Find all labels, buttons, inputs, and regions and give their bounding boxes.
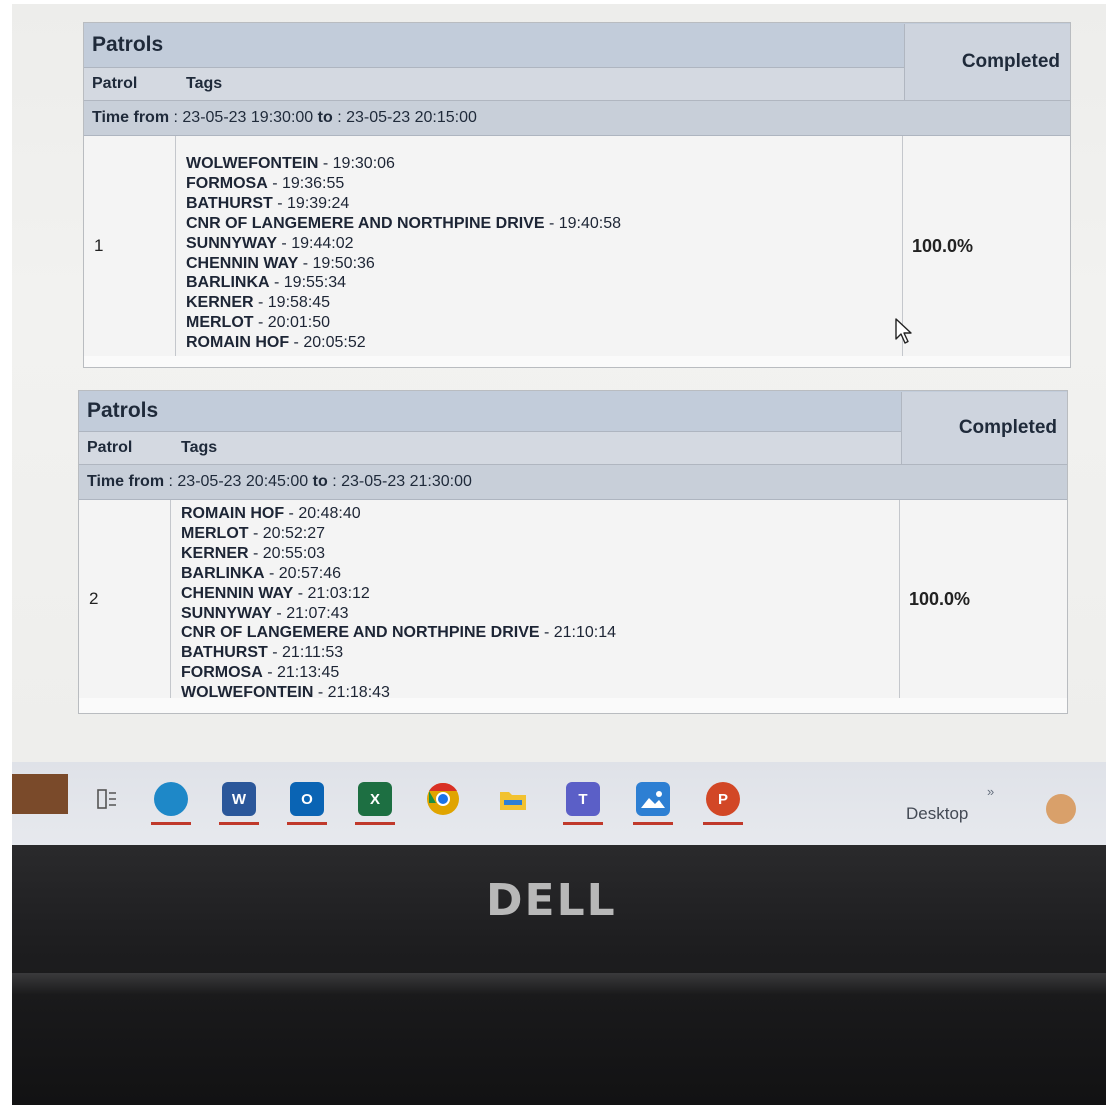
tag-location: CHENNIN WAY — [186, 254, 299, 272]
tag-location: FORMOSA — [181, 664, 263, 682]
tag-entry: FORMOSA - 21:13:45 — [181, 664, 340, 682]
column-header-row — [79, 417, 1067, 465]
tag-entry: BARLINKA - 20:57:46 — [181, 564, 342, 582]
column-header-patrol[interactable]: Patrol — [87, 439, 133, 456]
mouse-cursor-icon — [894, 317, 916, 345]
tag-location: FORMOSA — [186, 174, 268, 192]
tag-time: 19:44:02 — [291, 234, 354, 252]
tag-time: 19:30:06 — [332, 155, 395, 172]
tag-location: SUNNYWAY — [181, 604, 272, 622]
time-to-value: 23-05-23 20:15:00 — [346, 109, 477, 126]
tag-entry: CHENNIN WAY - 19:50:36 — [186, 254, 375, 272]
column-header-tags[interactable]: Tags — [181, 439, 218, 456]
tag-time: 21:18:43 — [327, 684, 390, 702]
time-sep: : — [169, 109, 183, 126]
panel-title: Patrols — [84, 23, 1070, 68]
time-sep: : — [164, 473, 178, 490]
column-header-completed[interactable]: Completed — [901, 392, 1067, 464]
active-indicator — [703, 822, 743, 825]
tag-location: CNR OF LANGEMERE AND NORTHPINE DRIVE — [186, 214, 545, 232]
patrol-number: 2 — [79, 500, 171, 698]
tag-location: BATHURST — [186, 194, 273, 212]
desktop-toolbar-label[interactable]: Desktop — [906, 804, 969, 823]
tag-entry: WOLWEFONTEIN - 21:18:43 — [181, 684, 390, 702]
word-icon[interactable]: W — [222, 782, 256, 816]
time-from-label: Time from — [92, 109, 170, 126]
tag-entry: BARLINKA - 19:55:34 — [186, 274, 347, 292]
tag-location: WOLWEFONTEIN — [181, 684, 314, 702]
active-indicator — [151, 822, 191, 825]
tag-time: 19:36:55 — [282, 174, 345, 192]
time-from-value: 23-05-23 20:45:00 — [177, 473, 309, 490]
tag-location: CNR OF LANGEMERE AND NORTHPINE DRIVE — [181, 624, 540, 642]
tag-location: ROMAIN HOF — [186, 334, 290, 352]
tag-list — [186, 154, 621, 353]
file-explorer-icon[interactable] — [496, 782, 530, 816]
tag-location: WOLWEFONTEIN — [186, 155, 319, 172]
tag-entry: MERLOT - 20:52:27 — [181, 524, 326, 542]
active-indicator — [219, 822, 259, 825]
column-header-tags[interactable]: Tags — [186, 75, 223, 92]
tag-entry: BATHURST - 19:39:24 — [186, 194, 350, 212]
tag-time: 19:39:24 — [287, 194, 350, 212]
tag-time: 21:13:45 — [277, 664, 340, 682]
tag-location: BATHURST — [181, 644, 268, 662]
table-row — [84, 136, 1070, 356]
column-header-patrol[interactable]: Patrol — [92, 75, 138, 92]
time-sep: : — [332, 109, 347, 126]
time-from-value: 23-05-23 19:30:00 — [182, 109, 314, 126]
panel-title: Patrols — [79, 391, 1067, 432]
taskbar — [12, 762, 1106, 848]
tag-location: MERLOT — [186, 314, 254, 332]
tag-location: MERLOT — [181, 524, 249, 542]
tag-time: 19:55:34 — [283, 274, 347, 292]
overflow-chevron-icon[interactable]: » — [987, 784, 995, 799]
tag-entry: ROMAIN HOF - 20:48:40 — [181, 505, 361, 522]
tag-time: 20:01:50 — [267, 314, 331, 332]
tag-location: BARLINKA — [186, 274, 270, 292]
weather-widget-icon[interactable] — [1046, 794, 1076, 824]
start-area-icon[interactable] — [12, 774, 68, 814]
photos-icon[interactable] — [636, 782, 670, 816]
patrol-number: 1 — [84, 136, 176, 356]
tag-time: 20:55:03 — [262, 544, 326, 562]
tag-entry: CHENNIN WAY - 21:03:12 — [181, 584, 370, 602]
time-range-row — [84, 101, 1070, 136]
time-to-label: to — [317, 109, 333, 126]
patrols-panel-2 — [78, 390, 1068, 714]
teams-icon[interactable]: T — [566, 782, 600, 816]
tag-entry: KERNER - 19:58:45 — [186, 294, 331, 312]
active-indicator — [355, 822, 395, 825]
screen — [12, 4, 1106, 764]
tag-location: KERNER — [181, 544, 249, 562]
tag-location: ROMAIN HOF — [181, 505, 285, 522]
edge-icon[interactable] — [154, 782, 188, 816]
tag-entry: CNR OF LANGEMERE AND NORTHPINE DRIVE - 19:40:58 — [186, 214, 622, 232]
tag-time: 21:07:43 — [286, 604, 349, 622]
tag-time: 21:03:12 — [307, 584, 370, 602]
excel-icon[interactable]: X — [358, 782, 392, 816]
tag-entry: SUNNYWAY - 19:44:02 — [186, 234, 354, 252]
tag-time: 20:52:27 — [262, 524, 326, 542]
tag-time: 19:58:45 — [267, 294, 331, 312]
tag-entry: WOLWEFONTEIN - 19:30:06 — [186, 155, 395, 172]
tag-entry: BATHURST - 21:11:53 — [181, 644, 344, 662]
active-indicator — [563, 822, 603, 825]
time-range-row — [79, 465, 1067, 500]
tag-time: 20:48:40 — [298, 505, 361, 522]
tag-time: 21:11:53 — [282, 644, 344, 662]
tag-time: 21:10:14 — [553, 624, 617, 642]
outlook-icon[interactable]: O — [290, 782, 324, 816]
tag-time: 19:40:58 — [558, 214, 622, 232]
tag-location: CHENNIN WAY — [181, 584, 294, 602]
tag-location: SUNNYWAY — [186, 234, 277, 252]
active-indicator — [287, 822, 327, 825]
table-row — [79, 500, 1067, 702]
chrome-icon[interactable] — [426, 782, 460, 816]
time-to-label: to — [312, 473, 328, 490]
bezel-lip — [12, 973, 1106, 995]
completed-value: 100.0% — [899, 500, 1067, 698]
task-view-icon[interactable] — [90, 782, 124, 816]
tag-time: 20:57:46 — [278, 564, 342, 582]
time-sep: : — [327, 473, 342, 490]
active-indicator — [633, 822, 673, 825]
powerpoint-icon[interactable]: P — [706, 782, 740, 816]
tag-time: 20:05:52 — [303, 334, 366, 352]
tag-entry: MERLOT - 20:01:50 — [186, 314, 331, 332]
dell-logo: DELL — [486, 875, 617, 926]
completed-value: 100.0% — [902, 136, 1070, 356]
tag-entry: CNR OF LANGEMERE AND NORTHPINE DRIVE - 21:10:14 — [181, 624, 617, 642]
tag-entry: FORMOSA - 19:36:55 — [186, 174, 345, 192]
tag-entry: SUNNYWAY - 21:07:43 — [181, 604, 349, 622]
laptop-bezel — [12, 845, 1106, 1105]
tag-list — [181, 504, 616, 703]
column-header-row — [84, 51, 1070, 101]
tag-entry: ROMAIN HOF - 20:05:52 — [186, 334, 366, 352]
tag-location: BARLINKA — [181, 564, 265, 582]
time-to-value: 23-05-23 21:30:00 — [341, 473, 472, 490]
patrols-panel-1 — [83, 22, 1071, 368]
tag-location: KERNER — [186, 294, 254, 312]
column-header-completed[interactable]: Completed — [904, 24, 1070, 100]
tag-time: 19:50:36 — [312, 254, 375, 272]
tag-entry: KERNER - 20:55:03 — [181, 544, 326, 562]
time-from-label: Time from — [87, 473, 165, 490]
